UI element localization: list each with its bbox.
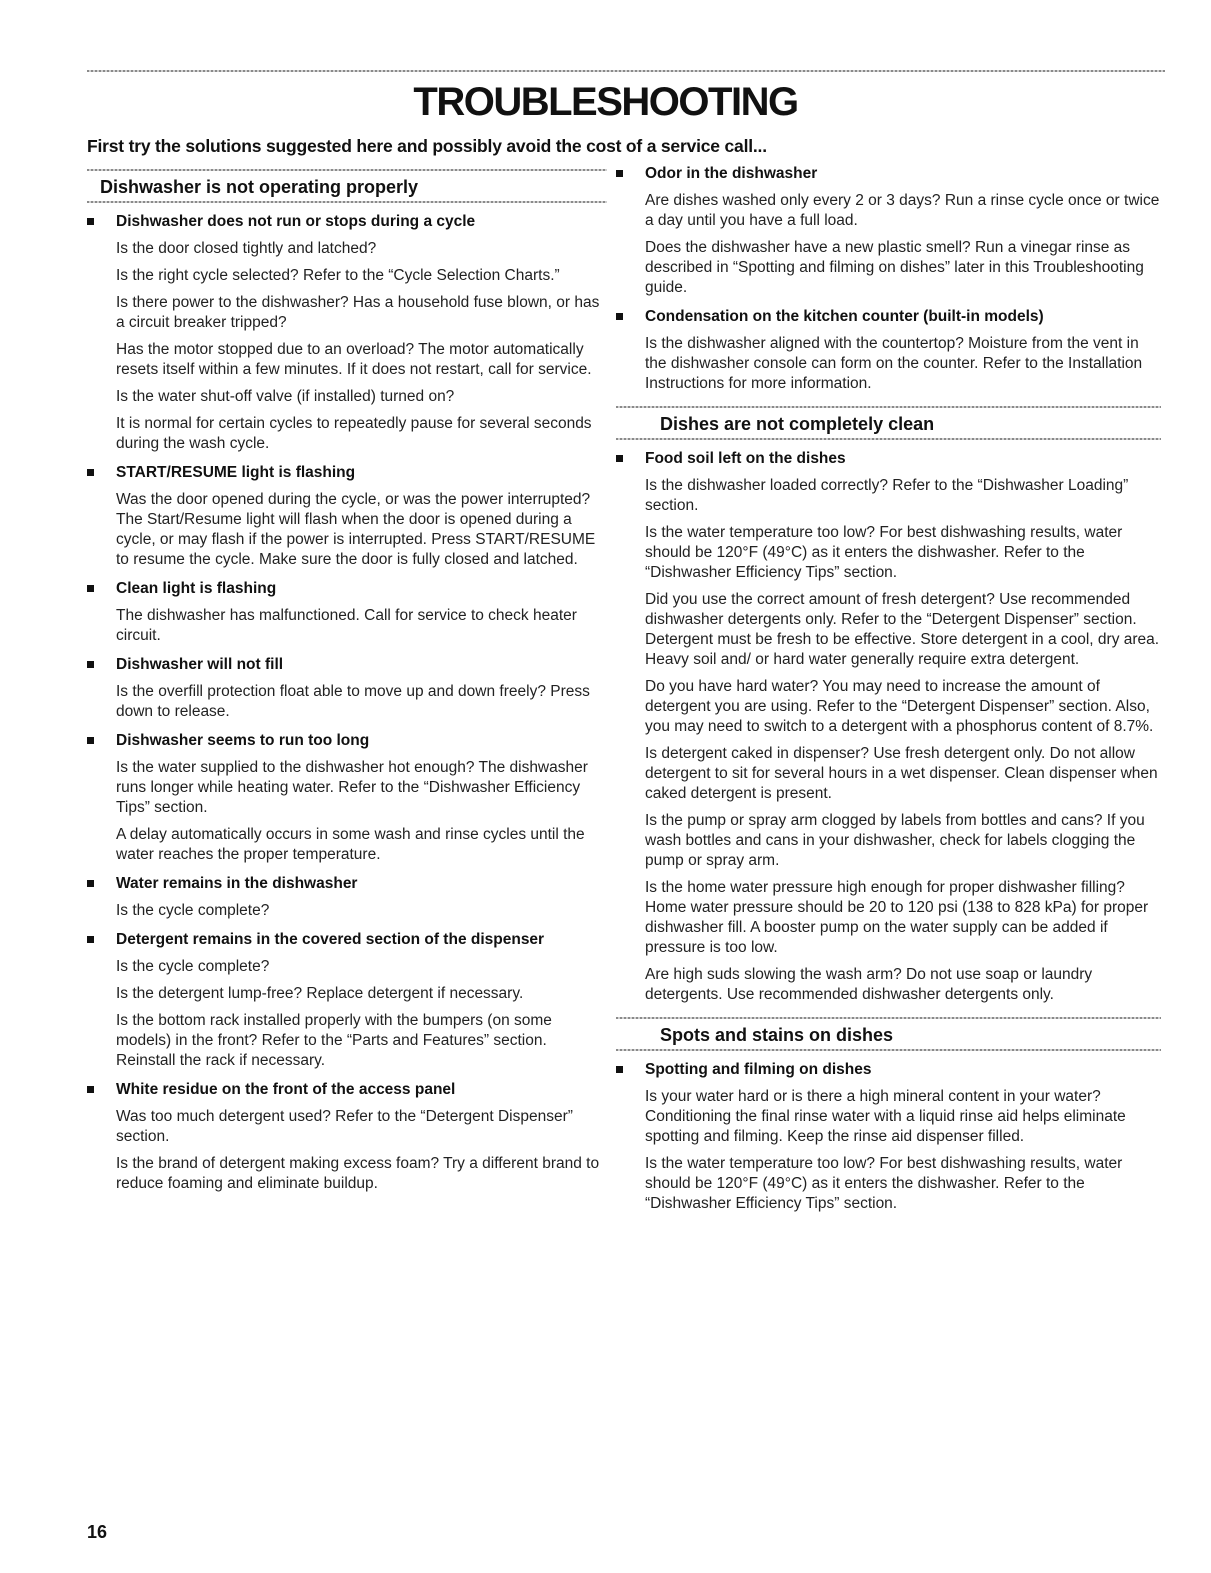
section-rule-bottom (87, 201, 607, 203)
section2-items (616, 449, 1161, 1005)
item-paragraph: Is detergent caked in dispenser? Use fresh detergent only. Do not allow detergent to sit for several hours in a wet dispenser. Clean dispenser when caked detergent is present. (645, 745, 1158, 802)
section-title: Dishwasher is not operating properly (100, 177, 419, 197)
troubleshooting-item (616, 164, 1161, 298)
item-heading: Water remains in the dishwasher (116, 875, 358, 892)
section-rule-bottom (616, 1049, 1161, 1051)
item-heading: Food soil left on the dishes (645, 450, 846, 467)
item-paragraph: Do you have hard water? You may need to increase the amount of detergent you are using. Refer to the “Detergent Dispenser” section. Also, you may need to switch to a detergent with a phosphorus content of 8.7%. (645, 678, 1154, 735)
item-paragraph: Are dishes washed only every 2 or 3 days? Run a rinse cycle once or twice a day until you have a full load. (645, 192, 1160, 229)
item-heading: Spotting and filming on dishes (645, 1061, 872, 1078)
troubleshooting-item (87, 579, 607, 646)
item-heading: White residue on the front of the access panel (116, 1081, 456, 1098)
item-paragraph: Is the overfill protection float able to move up and down freely? Press down to release. (116, 683, 590, 720)
item-heading: Clean light is flashing (116, 580, 277, 597)
left-items (87, 212, 607, 1194)
troubleshooting-item (87, 463, 607, 570)
bullet-square-icon (87, 737, 94, 744)
item-paragraph: Is the water temperature too low? For best dishwashing results, water should be 120°F (49°C) as it enters the dishwasher. Refer to the “Dishwasher Efficiency Tips” section. (645, 1155, 1123, 1212)
section-spots-stains (616, 1017, 1161, 1214)
item-paragraph: Are high suds slowing the wash arm? Do not use soap or laundry detergents. Use recommended dishwasher detergents only. (645, 966, 1093, 1003)
item-paragraph: Is the cycle complete? (116, 902, 270, 919)
item-heading: Dishwasher seems to run too long (116, 732, 370, 749)
item-paragraph: Is the door closed tightly and latched? (116, 240, 377, 257)
item-paragraph: Is the dishwasher aligned with the countertop? Moisture from the vent in the dishwasher console can form on the counter. Refer to the Installation Instructions for more information. (645, 335, 1143, 392)
troubleshooting-item (87, 731, 607, 865)
page-number: 16 (87, 1522, 108, 1542)
bullet-square-icon (616, 170, 623, 177)
bullet-square-icon (616, 455, 623, 462)
section3-items (616, 1060, 1161, 1214)
item-paragraph: Is the brand of detergent making excess foam? Try a different brand to reduce foaming and eliminate buildup. (116, 1155, 600, 1192)
bullet-square-icon (87, 1086, 94, 1093)
item-heading: Odor in the dishwasher (645, 165, 818, 182)
item-paragraph: Was too much detergent used? Refer to the “Detergent Dispenser” section. (116, 1108, 573, 1145)
item-paragraph: Is the pump or spray arm clogged by labels from bottles and cans? If you wash bottles and cans in your dishwasher, check for labels clogging the pump or spray arm. (645, 812, 1145, 869)
bullet-square-icon (616, 1066, 623, 1073)
bullet-square-icon (616, 313, 623, 320)
item-heading: Dishwasher will not fill (116, 656, 284, 673)
item-heading: Condensation on the kitchen counter (built-in models) (645, 308, 1044, 325)
troubleshooting-item (87, 874, 607, 921)
bullet-square-icon (87, 936, 94, 943)
item-paragraph: Is the water supplied to the dishwasher hot enough? The dishwasher runs longer while heating water. Refer to the “Dishwasher Efficiency Tips” section. (116, 759, 588, 816)
top-rule (87, 70, 1165, 72)
right-top-items (616, 164, 1161, 394)
section-rule-top (616, 1017, 1161, 1019)
item-paragraph: Has the motor stopped due to an overload? The motor automatically resets itself within a few minutes. If it does not restart, call for service. (116, 341, 592, 378)
item-heading: Dishwasher does not run or stops during a cycle (116, 213, 476, 230)
item-paragraph: A delay automatically occurs in some wash and rinse cycles until the water reaches the proper temperature. (116, 826, 585, 863)
section-dishes-not-clean (616, 406, 1161, 1005)
item-paragraph: Is the water shut-off valve (if installed) turned on? (116, 388, 455, 405)
bullet-square-icon (87, 218, 94, 225)
item-paragraph: Is the dishwasher loaded correctly? Refer to the “Dishwasher Loading” section. (645, 477, 1129, 514)
item-paragraph: Did you use the correct amount of fresh detergent? Use recommended dishwasher detergents only. Refer to the “Detergent Dispenser” section. Detergent must be fresh to be effective. Store detergent in a cool, dry area. Heavy soil and/ or hard water generally require extra detergent. (645, 591, 1160, 668)
item-paragraph: Is the detergent lump-free? Replace detergent if necessary. (116, 985, 524, 1002)
troubleshooting-item (87, 930, 607, 1071)
item-paragraph: Is the water temperature too low? For best dishwashing results, water should be 120°F (49°C) as it enters the dishwasher. Refer to the “Dishwasher Efficiency Tips” section. (645, 524, 1123, 581)
item-heading: Detergent remains in the covered section of the dispenser (116, 931, 545, 948)
bullet-square-icon (87, 880, 94, 887)
troubleshooting-item (616, 449, 1161, 1005)
item-paragraph: It is normal for certain cycles to repeatedly pause for several seconds during the wash cycle. (116, 415, 592, 452)
section-rule-bottom (616, 438, 1161, 440)
item-paragraph: Does the dishwasher have a new plastic smell? Run a vinegar rinse as described in “Spotting and filming on dishes” later in this Troubleshooting guide. (645, 239, 1144, 296)
item-paragraph: Is the home water pressure high enough for proper dishwasher filling? Home water pressure should be 20 to 120 psi (138 to 828 kPa) for proper dishwasher fill. A booster pump on the water supply can be added if pressure is too low. (645, 879, 1149, 956)
item-paragraph: Is the bottom rack installed properly with the bumpers (on some models) in the front? Refer to the “Parts and Features” section. Reinstall the rack if necessary. (116, 1012, 552, 1069)
troubleshooting-item (87, 655, 607, 722)
item-paragraph: Is your water hard or is there a high mineral content in your water? Conditioning the final rinse water with a liquid rinse aid helps eliminate spotting and filming. Keep the rinse aid dispenser filled. (645, 1088, 1126, 1145)
item-paragraph: Is there power to the dishwasher? Has a household fuse blown, or has a circuit breaker tripped? (116, 294, 600, 331)
section-title: Dishes are not completely clean (660, 414, 935, 434)
section-rule-top (616, 406, 1161, 408)
bullet-square-icon (87, 661, 94, 668)
troubleshooting-item (87, 212, 607, 454)
item-paragraph: Is the right cycle selected? Refer to the “Cycle Selection Charts.” (116, 267, 560, 284)
troubleshooting-item (87, 1080, 607, 1194)
section-title: Spots and stains on dishes (660, 1025, 894, 1045)
item-heading: START/RESUME light is flashing (116, 464, 356, 481)
troubleshooting-item (616, 307, 1161, 394)
item-paragraph: Was the door opened during the cycle, or was the power interrupted? The Start/Resume light will flash when the door is opened during a cycle, or may flash if the power is interrupted. Press START/RESUME to resume the cycle. Make sure the door is fully closed and latched. (116, 491, 596, 568)
left-column (87, 155, 607, 1194)
item-paragraph: The dishwasher has malfunctioned. Call for service to check heater circuit. (116, 607, 577, 644)
bullet-square-icon (87, 469, 94, 476)
section-rule-top (87, 169, 607, 171)
right-column (616, 155, 1161, 1214)
troubleshooting-item (616, 1060, 1161, 1214)
page-title: TROUBLESHOOTING (413, 80, 798, 124)
item-paragraph: Is the cycle complete? (116, 958, 270, 975)
page-subtitle: First try the solutions suggested here and possibly avoid the cost of a service call... (87, 136, 767, 156)
bullet-square-icon (87, 585, 94, 592)
